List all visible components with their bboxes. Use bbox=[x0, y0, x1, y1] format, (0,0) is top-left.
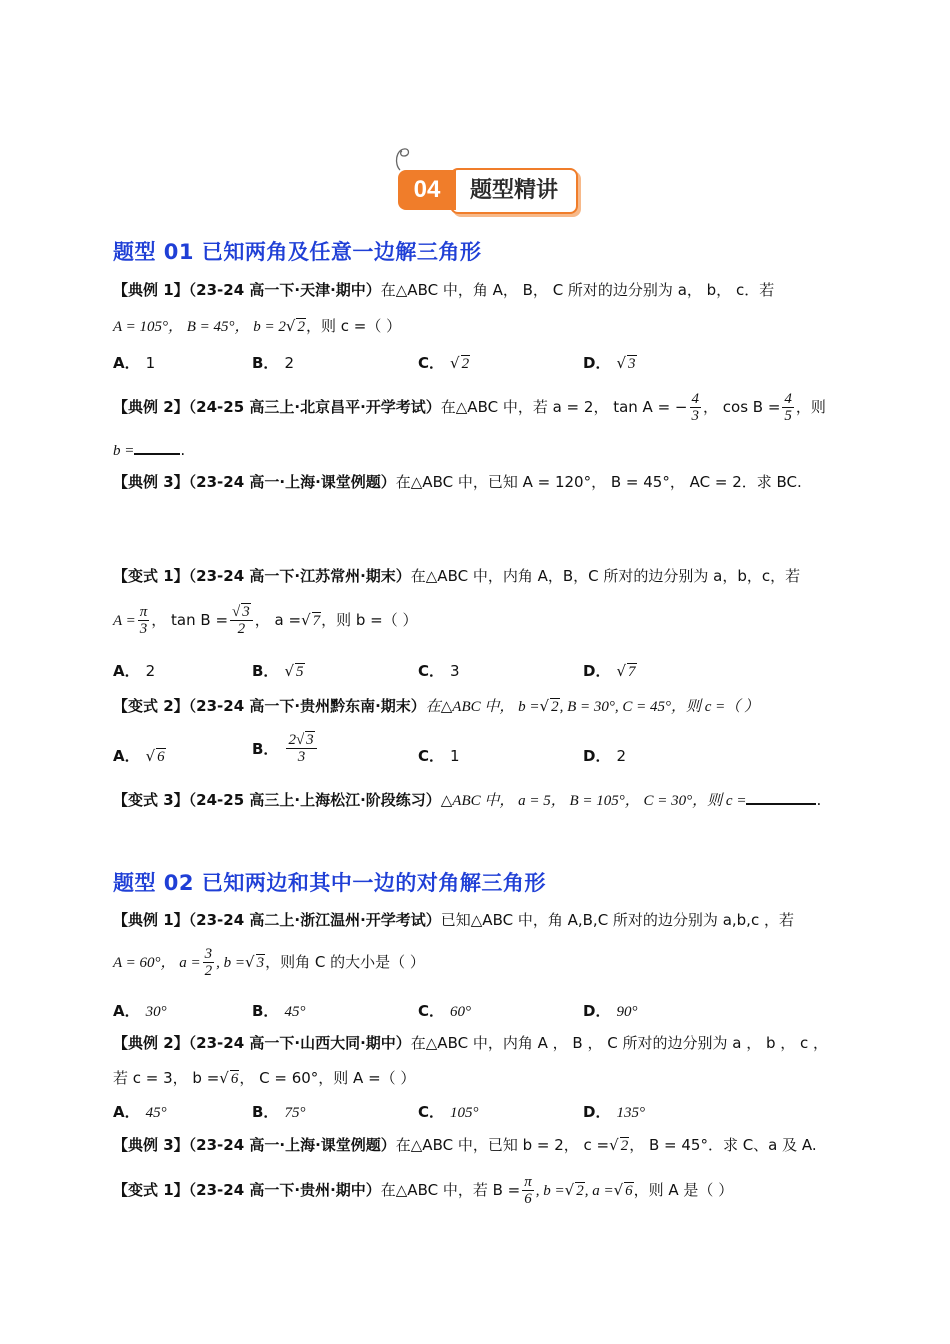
option-value: 2 bbox=[461, 356, 470, 372]
question-source: （23-24 高一·上海·课堂例题） bbox=[188, 473, 396, 491]
question-s1-e2-line1 bbox=[113, 390, 826, 424]
option-value: 105° bbox=[450, 1105, 479, 1121]
question-text: , b = bbox=[216, 955, 246, 971]
option-value: 5 bbox=[296, 664, 304, 680]
question-text: ，则角 C 的大小是（ ） bbox=[265, 953, 425, 971]
question-s2-e1-line2 bbox=[113, 944, 425, 981]
question-s2-e3 bbox=[113, 1135, 817, 1156]
option-b[interactable] bbox=[252, 1101, 305, 1122]
option-label: C． bbox=[418, 1002, 445, 1020]
option-value: 30° bbox=[145, 1004, 167, 1020]
option-label: C． bbox=[418, 662, 445, 680]
option-value: 3 bbox=[450, 662, 460, 680]
option-label: D． bbox=[583, 1103, 611, 1121]
question-text: ，则 bbox=[795, 398, 826, 416]
fraction bbox=[138, 604, 150, 637]
question-text: , a = bbox=[584, 1183, 614, 1199]
question-text: , b = bbox=[535, 1183, 565, 1199]
option-value: 6 bbox=[157, 749, 165, 765]
option-b[interactable] bbox=[252, 1000, 305, 1021]
option-b[interactable] bbox=[252, 660, 305, 681]
sqrt-sign: √ bbox=[301, 611, 311, 629]
denominator: 2 bbox=[237, 621, 246, 637]
badge-title: 题型精讲 bbox=[469, 178, 558, 203]
option-label: A． bbox=[113, 1002, 140, 1020]
option-c[interactable] bbox=[418, 1101, 479, 1122]
option-value: 135° bbox=[616, 1105, 645, 1121]
sqrt-value: 2 bbox=[297, 319, 305, 335]
question-text: ， B = 45°．求 C、a 及 A. bbox=[629, 1136, 817, 1154]
question-s1-e1-line1 bbox=[113, 280, 774, 300]
option-value: 90° bbox=[616, 1004, 638, 1020]
question-text: ， C = 60°，则 A =（ ） bbox=[239, 1069, 416, 1087]
fraction: $\frac{2√ 3}{3}$ bbox=[286, 732, 316, 765]
question-s1-v3: 【变式 3】（24-25 高三上·上海松江·阶段练习）△ABC 中， a = 5， B = 105°， C = 30°，则 c = . bbox=[113, 791, 822, 809]
sqrt-sign: √ bbox=[616, 662, 627, 680]
sqrt-sign: √ bbox=[285, 317, 296, 335]
badge-number: 04 bbox=[398, 170, 456, 210]
fraction bbox=[522, 1174, 534, 1207]
question-tag: 【典例 2】 bbox=[113, 1034, 189, 1052]
option-value: 7 bbox=[628, 664, 636, 680]
question-tag: 【变式 1】 bbox=[113, 1181, 189, 1199]
question-s1-v2 bbox=[113, 696, 759, 717]
question-text: A = 60°， a = bbox=[113, 955, 201, 971]
numerator: 3 bbox=[204, 946, 213, 962]
question-source: （24-25 高三上·北京昌平·开学考试） bbox=[188, 398, 441, 416]
answer-blank[interactable] bbox=[746, 803, 816, 805]
question-s2-v1 bbox=[113, 1172, 733, 1209]
question-s1-e1-line2 bbox=[113, 316, 401, 337]
option-value: 1 bbox=[145, 354, 156, 372]
option-label: B． bbox=[252, 1002, 279, 1020]
option-label: D． bbox=[583, 354, 611, 372]
option-b[interactable] bbox=[252, 352, 294, 373]
question-s2-e2-line1 bbox=[113, 1033, 828, 1053]
section-title-01: 题型 01 已知两角及任意一边解三角形 bbox=[113, 240, 482, 264]
section-title-02: 题型 02 已知两边和其中一边的对角解三角形 bbox=[113, 871, 546, 895]
option-a[interactable] bbox=[113, 660, 155, 681]
sqrt-sign: √ bbox=[539, 697, 550, 715]
option-value: 2 bbox=[284, 354, 294, 372]
question-text: A = bbox=[113, 613, 136, 629]
question-text: 在△ABC 中， b = bbox=[425, 699, 540, 715]
option-b[interactable] bbox=[252, 732, 319, 765]
option-label: A． bbox=[113, 662, 140, 680]
question-text: ， a = bbox=[254, 611, 302, 629]
sqrt-value: 2 bbox=[576, 1183, 584, 1199]
option-label: C． bbox=[418, 1103, 445, 1121]
sqrt-sign: √ bbox=[219, 1069, 229, 1087]
fraction bbox=[203, 946, 215, 979]
option-c[interactable] bbox=[418, 1000, 471, 1021]
question-tag: 【典例 1】 bbox=[113, 281, 189, 299]
option-a[interactable] bbox=[113, 1000, 167, 1021]
question-source: （23-24 高一下·天津·期中） bbox=[188, 281, 381, 299]
option-value: 60° bbox=[450, 1004, 472, 1020]
option-value: 45° bbox=[145, 1105, 167, 1121]
option-d[interactable] bbox=[583, 352, 637, 373]
option-value: 3 bbox=[628, 356, 636, 372]
option-value: 2 bbox=[616, 747, 626, 765]
question-tag: 【变式 2】 bbox=[113, 697, 189, 715]
option-label: C． bbox=[418, 354, 445, 372]
denominator: 2 bbox=[204, 963, 213, 979]
question-text: 在△ABC 中，角 A， B， C 所对的边分别为 a， b， c．若 bbox=[380, 281, 775, 299]
question-s2-e2-line2 bbox=[113, 1068, 415, 1089]
numerator: π bbox=[524, 1174, 532, 1190]
sqrt-sign: √ bbox=[609, 1136, 619, 1154]
question-text: 在△ABC 中，内角 A，B，C 所对的边分别为 a，b，c，若 bbox=[410, 567, 801, 585]
option-a[interactable] bbox=[113, 1101, 167, 1122]
question-tag: 【典例 2】 bbox=[113, 398, 189, 416]
sqrt-sign: √ bbox=[145, 747, 156, 765]
numerator: π bbox=[139, 604, 148, 620]
question-s1-v1-line1 bbox=[113, 566, 800, 586]
option-d[interactable] bbox=[583, 660, 637, 681]
question-source: （23-24 高二上·浙江温州·开学考试） bbox=[188, 911, 441, 929]
sqrt-value: 3 bbox=[256, 955, 265, 971]
sqrt-sign: √ bbox=[245, 953, 255, 971]
question-source: （23-24 高一下·山西大同·期中） bbox=[188, 1034, 411, 1052]
sqrt-sign: √ bbox=[613, 1181, 624, 1199]
fraction bbox=[782, 391, 794, 424]
question-s1-e3 bbox=[113, 472, 802, 492]
question-text: , B = 30°, C = 45°，则 c =（ ） bbox=[559, 699, 760, 715]
option-d[interactable] bbox=[583, 1000, 637, 1021]
option-a[interactable] bbox=[113, 745, 166, 766]
question-text: ， tan B = bbox=[151, 611, 229, 629]
question-tag: 【变式 1】 bbox=[113, 567, 189, 585]
sqrt-sign: √ bbox=[295, 732, 305, 748]
option-label: D． bbox=[583, 662, 611, 680]
denominator: 5 bbox=[784, 408, 792, 424]
option-d[interactable] bbox=[583, 1101, 645, 1122]
numerator: 3 bbox=[242, 604, 250, 620]
numerator: 4 bbox=[784, 391, 792, 407]
question-text: 已知△ABC 中，角 A,B,C 所对的边分别为 a,b,c ，若 bbox=[440, 911, 794, 929]
badge-title-box bbox=[450, 168, 578, 214]
question-text: ，则 b =（ ） bbox=[321, 611, 418, 629]
question-s2-e1-line1 bbox=[113, 910, 794, 930]
option-value: 2 bbox=[145, 662, 156, 680]
sqrt-sign: √ bbox=[232, 604, 241, 620]
question-text: 在△ABC 中，若 B = bbox=[380, 1181, 521, 1199]
question-source: （23-24 高一下·贵州黔东南·期末） bbox=[188, 697, 426, 715]
question-s1-v1-line2 bbox=[113, 602, 418, 639]
option-value: 45° bbox=[284, 1004, 306, 1020]
option-label: B． bbox=[252, 662, 279, 680]
option-label: D． bbox=[583, 747, 611, 765]
question-text: ，则 c =（ ） bbox=[305, 317, 402, 335]
option-label: A． bbox=[113, 747, 140, 765]
question-source: （23-24 高一·上海·课堂例题） bbox=[188, 1136, 396, 1154]
question-text: △ABC 中， a = 5， B = 105°， C = 30°，则 c = bbox=[440, 793, 747, 809]
denominator: 6 bbox=[524, 1191, 532, 1207]
question-source: （23-24 高一下·江苏常州·期末） bbox=[188, 567, 411, 585]
question-text: 在△ABC 中，已知 b = 2， c = bbox=[395, 1136, 610, 1154]
fraction bbox=[230, 604, 253, 637]
sqrt-value: 6 bbox=[625, 1183, 633, 1199]
option-label: B． bbox=[252, 739, 279, 758]
question-tag: 【变式 3】 bbox=[113, 791, 189, 809]
option-label: A． bbox=[113, 354, 140, 372]
numerator: 3 bbox=[306, 732, 314, 748]
option-label: B． bbox=[252, 354, 279, 372]
question-text: 在△ABC 中，若 a = 2， tan A = − bbox=[440, 398, 688, 416]
question-text: A = 105°， B = 45°， b = 2 bbox=[113, 319, 286, 335]
sqrt-value: 2 bbox=[620, 1138, 629, 1154]
denominator: 3 bbox=[297, 749, 306, 765]
question-source: （23-24 高一下·贵州·期中） bbox=[188, 1181, 381, 1199]
denominator: 3 bbox=[139, 621, 148, 637]
sqrt-sign: √ bbox=[450, 354, 460, 372]
option-d[interactable] bbox=[583, 745, 626, 766]
sqrt-value: 7 bbox=[312, 613, 321, 629]
question-text: b = bbox=[113, 443, 135, 459]
sqrt-value: 2 bbox=[551, 699, 559, 715]
sqrt-value: 6 bbox=[230, 1071, 239, 1087]
section-badge bbox=[398, 166, 580, 214]
question-text: 若 c = 3， b = bbox=[113, 1069, 220, 1087]
sqrt-sign: √ bbox=[616, 354, 627, 372]
option-label: D． bbox=[583, 1002, 611, 1020]
option-c[interactable] bbox=[418, 745, 460, 766]
option-c[interactable] bbox=[418, 352, 470, 373]
answer-blank[interactable] bbox=[134, 453, 180, 455]
option-label: A． bbox=[113, 1103, 140, 1121]
option-label: C． bbox=[418, 747, 445, 765]
fraction bbox=[690, 391, 702, 424]
question-text: ， cos B = bbox=[703, 398, 781, 416]
option-a[interactable] bbox=[113, 352, 155, 373]
question-tag: 【典例 3】 bbox=[113, 473, 189, 491]
question-tag: 【典例 1】 bbox=[113, 911, 189, 929]
question-text: 在△ABC 中，已知 A = 120°， B = 45°， AC = 2．求 BC. bbox=[395, 473, 802, 491]
option-value: 1 bbox=[450, 747, 460, 765]
option-value: 75° bbox=[284, 1105, 306, 1121]
option-label: B． bbox=[252, 1103, 279, 1121]
denominator: 3 bbox=[691, 408, 699, 424]
question-s1-e2-line2: b = . bbox=[113, 441, 186, 459]
question-text: 在△ABC 中，内角 A ， B ， C 所对的边分别为 a ， b ， c ， bbox=[410, 1034, 829, 1052]
question-text: ，则 A 是（ ） bbox=[633, 1181, 734, 1199]
question-source: （24-25 高三上·上海松江·阶段练习） bbox=[188, 791, 441, 809]
option-c[interactable] bbox=[418, 660, 460, 681]
question-tag: 【典例 3】 bbox=[113, 1136, 189, 1154]
sqrt-sign: √ bbox=[564, 1181, 575, 1199]
numerator: 4 bbox=[691, 391, 699, 407]
sqrt-sign: √ bbox=[284, 662, 294, 680]
